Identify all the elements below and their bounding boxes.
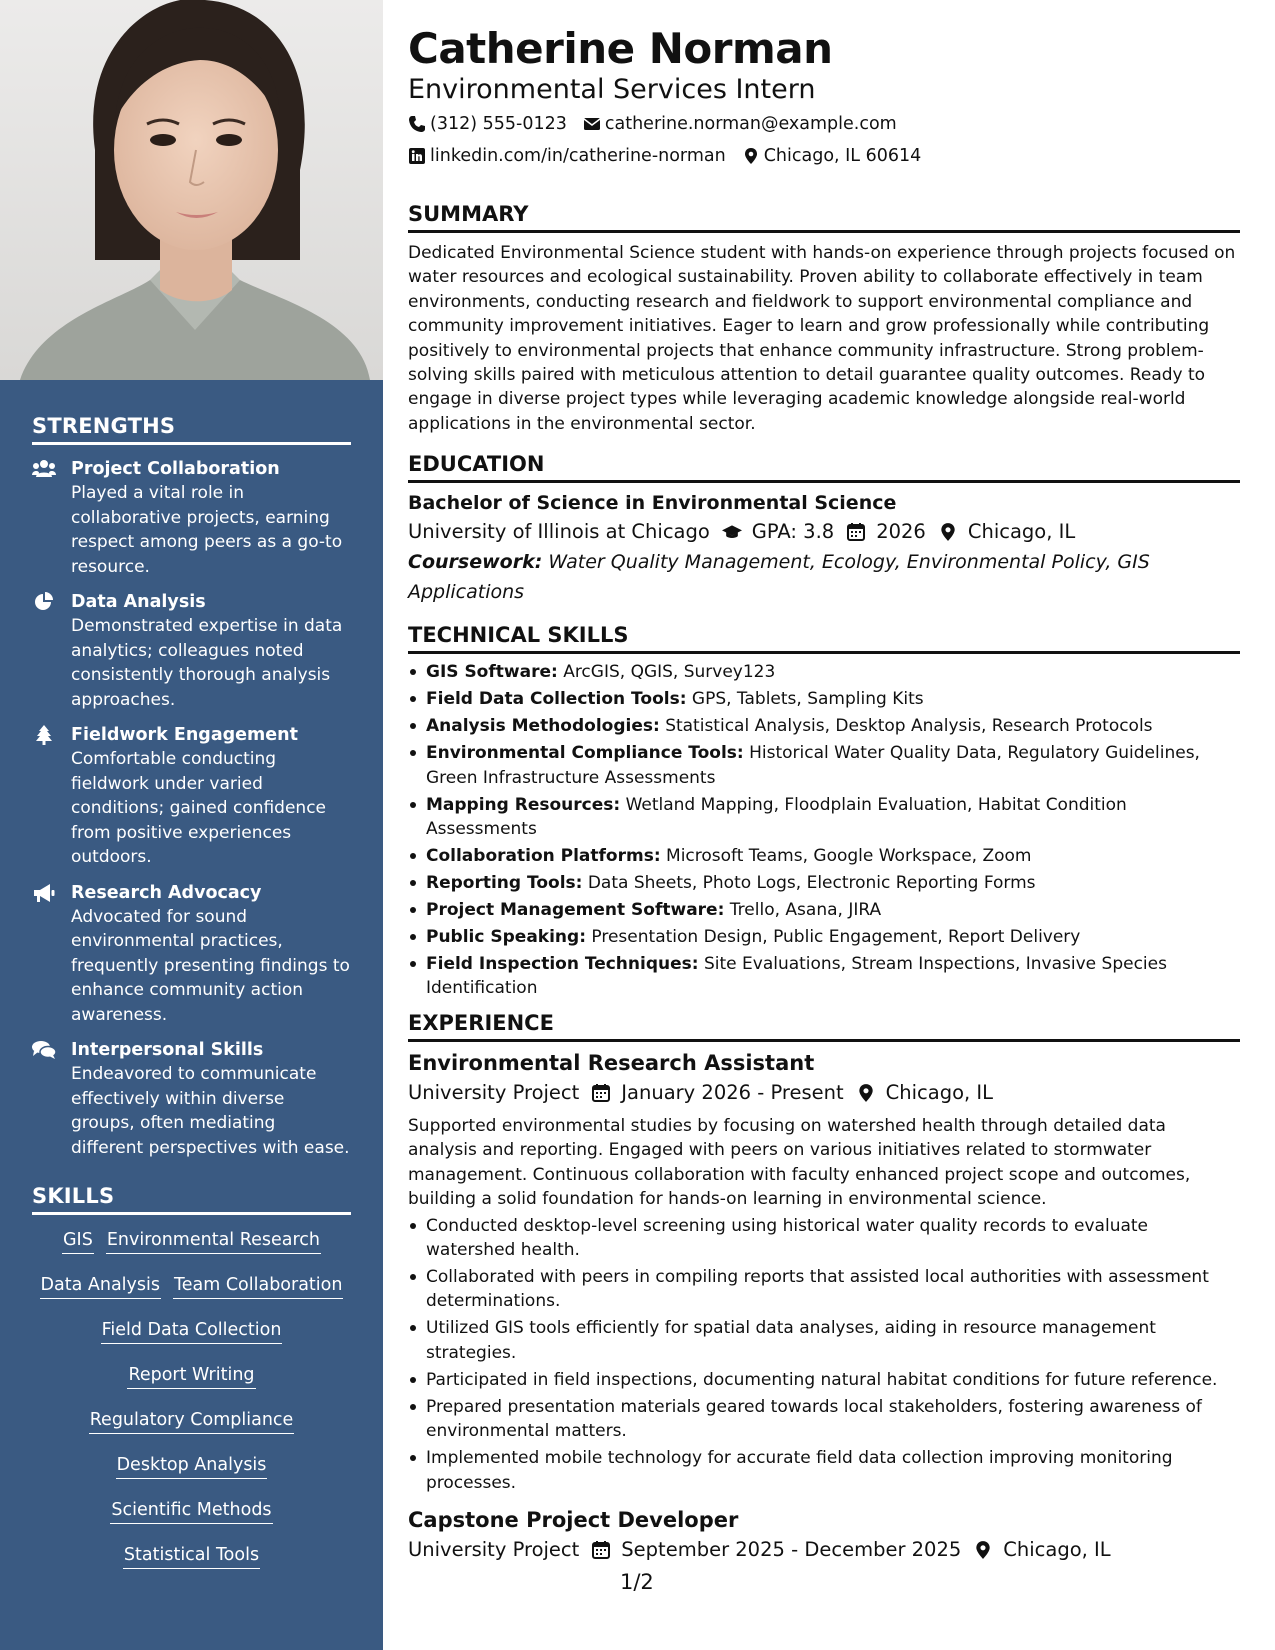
list-item	[408, 844, 1240, 868]
list-item: Participated in field inspections, documenting natural habitat conditions for future reference.	[408, 1368, 1240, 1392]
location-text: Chicago, IL 60614	[763, 146, 922, 166]
education-location: Chicago, IL	[967, 520, 1076, 544]
skill-tag: Scientific Methods	[110, 1497, 272, 1524]
list-item: Utilized GIS tools efficiently for spatial data analyses, aiding in resource management strategies.	[408, 1316, 1240, 1365]
skill-value: Wetland Mapping, Floodplain Evaluation, Habitat Condition Assessments	[426, 794, 1127, 840]
job-dates: September 2025 - December 2025	[621, 1537, 962, 1561]
skill-tag: Regulatory Compliance	[89, 1407, 295, 1434]
page-number: 1/2	[620, 1570, 654, 1594]
skill-value: Historical Water Quality Data, Regulatory Guidelines, Green Infrastructure Assessments	[426, 743, 1200, 788]
skill-tag: Report Writing	[127, 1362, 255, 1389]
skill-label: Reporting Tools:	[426, 873, 583, 894]
skill-label: Field Inspection Techniques:	[426, 954, 699, 975]
skill-label: Project Management Software:	[426, 900, 725, 921]
skill-tag: Statistical Tools	[123, 1542, 260, 1569]
candidate-name: Catherine Norman	[408, 24, 833, 73]
email-text: catherine.norman@example.com	[604, 114, 897, 134]
skill-tag: Team Collaboration	[173, 1272, 343, 1299]
profile-photo	[0, 0, 383, 380]
megaphone-icon	[32, 883, 56, 903]
strength-desc: Advocated for sound environmental practices, frequently presenting findings to enhance community action awareness.	[71, 906, 350, 1025]
skill-value: GPS, Tablets, Sampling Kits	[691, 689, 924, 710]
list-item	[408, 793, 1240, 842]
coursework	[408, 547, 1240, 607]
list-item	[408, 925, 1240, 949]
strengths-heading: STRENGTHS	[32, 414, 351, 445]
main-content	[408, 22, 1240, 1565]
job-location: Chicago, IL	[1003, 1537, 1111, 1561]
skill-value: Statistical Analysis, Desktop Analysis, Research Protocols	[665, 716, 1153, 737]
job-summary: Supported environmental studies by focusing on watershed health through detailed data analysis and reporting. Engaged with peers on various initiatives related to stormwater management. Continuous collaboration with faculty enhanced project scope and outcomes, building a solid foundation for hands-on learning in environmental science.	[408, 1115, 1191, 1210]
skill-label: GIS Software:	[426, 662, 558, 683]
skill-tag: Environmental Research	[106, 1227, 321, 1254]
skill-tag: Field Data Collection	[101, 1317, 283, 1344]
strength-desc: Demonstrated expertise in data analytics; colleagues noted consistently thorough analysis approaches.	[71, 616, 343, 710]
strength-item	[32, 723, 351, 870]
strength-item	[32, 881, 351, 1028]
skill-label: Analysis Methodologies:	[426, 716, 660, 737]
strength-desc: Endeavored to communicate effectively within diverse groups, often mediating different perspectives with ease.	[71, 1064, 350, 1158]
strength-item	[32, 457, 351, 579]
strength-item	[32, 1038, 351, 1160]
skills-heading: SKILLS	[32, 1184, 351, 1215]
list-item	[408, 898, 1240, 922]
strength-title: Interpersonal Skills	[71, 1040, 264, 1060]
skill-label: Mapping Resources:	[426, 794, 621, 815]
skill-label: Field Data Collection Tools:	[426, 689, 687, 710]
map-pin-icon	[973, 1540, 993, 1560]
linkedin-contact[interactable]	[408, 140, 726, 172]
list-item	[408, 687, 1240, 711]
list-item	[408, 741, 1240, 790]
grad-year: 2026	[876, 520, 926, 544]
list-item	[408, 871, 1240, 895]
calendar-icon	[846, 522, 866, 542]
envelope-icon	[583, 115, 601, 133]
strength-desc: Played a vital role in collaborative projects, earning respect among peers as a go-to resource.	[71, 483, 343, 577]
job-meta	[408, 1535, 1240, 1565]
summary-heading: SUMMARY	[408, 200, 1240, 233]
candidate-role: Environmental Services Intern	[408, 74, 816, 105]
skill-tag: GIS	[62, 1227, 94, 1254]
strength-title: Fieldwork Engagement	[71, 725, 298, 745]
strength-title: Data Analysis	[71, 592, 206, 612]
job-title: Environmental Research Assistant	[408, 1050, 815, 1075]
skill-label: Environmental Compliance Tools:	[426, 743, 744, 764]
strengths-section	[32, 414, 351, 1160]
strength-title: Research Advocacy	[71, 882, 262, 903]
list-item: Conducted desktop-level screening using historical water quality records to evaluate watershed health.	[408, 1214, 1240, 1263]
education-meta	[408, 517, 1240, 547]
skill-label: Collaboration Platforms:	[426, 846, 661, 867]
degree-title: Bachelor of Science in Environmental Science	[408, 492, 897, 515]
job-location: Chicago, IL	[885, 1080, 994, 1104]
summary-text: Dedicated Environmental Science student with hands-on experience through projects focused on water resources and ecological sustainability. Proven ability to collaborate effectively in team environments, conducting research and fieldwork to support environmental compliance and community improvement initiatives. Eager to learn and grow professionally while contributing positively to environmental projects that enhance community infrastructure. Strong problem-solving skills paired with meticulous attention to detail guarantee quality outcomes. Ready to engage in diverse project types while leveraging academic knowledge alongside real-world applications in the environmental sector.	[408, 243, 1236, 434]
contact-row	[408, 140, 1240, 172]
email-contact[interactable]	[583, 108, 897, 140]
sidebar	[0, 0, 383, 1650]
coursework-label: Coursework:	[408, 551, 543, 574]
education-heading: EDUCATION	[408, 450, 1240, 483]
strength-item	[32, 590, 351, 712]
phone-contact[interactable]	[408, 108, 567, 140]
phone-text: (312) 555-0123	[430, 114, 567, 134]
skill-label: Public Speaking:	[426, 927, 586, 948]
gpa-text: GPA: 3.8	[751, 520, 835, 544]
skill-tag: Data Analysis	[40, 1272, 161, 1299]
map-pin-icon	[938, 522, 958, 542]
school-name: University of Illinois at Chicago	[408, 520, 710, 544]
skill-value: Trello, Asana, JIRA	[729, 900, 882, 921]
list-item	[408, 952, 1240, 1001]
skill-tag: Desktop Analysis	[116, 1452, 268, 1479]
map-pin-icon	[742, 147, 760, 165]
calendar-icon	[591, 1540, 611, 1560]
strength-title: Project Collaboration	[71, 459, 280, 479]
calendar-icon	[591, 1083, 611, 1103]
location-contact	[742, 140, 922, 172]
job-org: University Project	[408, 1080, 580, 1104]
users-icon	[32, 459, 56, 479]
technical-skills-list	[408, 660, 1240, 1001]
skill-value: ArcGIS, QGIS, Survey123	[563, 662, 776, 683]
list-item	[408, 660, 1240, 684]
strength-desc: Comfortable conducting fieldwork under varied conditions; gained confidence from positive experiences outdoors.	[71, 749, 327, 867]
list-item: Implemented mobile technology for accurate field data collection improving monitoring processes.	[408, 1446, 1240, 1495]
coursework-list: Water Quality Management, Ecology, Environmental Policy, GIS Applications	[408, 551, 1150, 604]
experience-heading: EXPERIENCE	[408, 1009, 1240, 1042]
skill-value: Microsoft Teams, Google Workspace, Zoom	[666, 846, 1032, 867]
skills-section	[32, 1184, 351, 1583]
skills-list	[32, 1223, 351, 1583]
list-item: Collaborated with peers in compiling reports that assisted local authorities with assessment determinations.	[408, 1265, 1240, 1314]
skill-value: Data Sheets, Photo Logs, Electronic Reporting Forms	[587, 873, 1036, 894]
pie-chart-icon	[32, 592, 56, 612]
map-pin-icon	[856, 1083, 876, 1103]
job-title: Capstone Project Developer	[408, 1507, 739, 1532]
contact-row	[408, 108, 1240, 140]
graduation-cap-icon	[722, 522, 742, 542]
list-item	[408, 714, 1240, 738]
skill-value: Site Evaluations, Stream Inspections, Invasive Species Identification	[426, 954, 1167, 999]
chat-bubbles-icon	[32, 1040, 56, 1060]
skill-value: Presentation Design, Public Engagement, Report Delivery	[591, 927, 1081, 948]
tree-icon	[32, 725, 56, 745]
job-meta	[408, 1078, 1240, 1108]
job-bullets	[408, 1214, 1240, 1495]
job-org: University Project	[408, 1537, 580, 1561]
list-item: Prepared presentation materials geared towards local stakeholders, fostering awareness of environmental matters.	[408, 1395, 1240, 1444]
phone-icon	[408, 115, 426, 133]
job-dates: January 2026 - Present	[621, 1080, 844, 1104]
linkedin-icon	[408, 147, 426, 165]
technical-skills-heading: TECHNICAL SKILLS	[408, 621, 1240, 654]
linkedin-text: linkedin.com/in/catherine-norman	[430, 146, 726, 166]
